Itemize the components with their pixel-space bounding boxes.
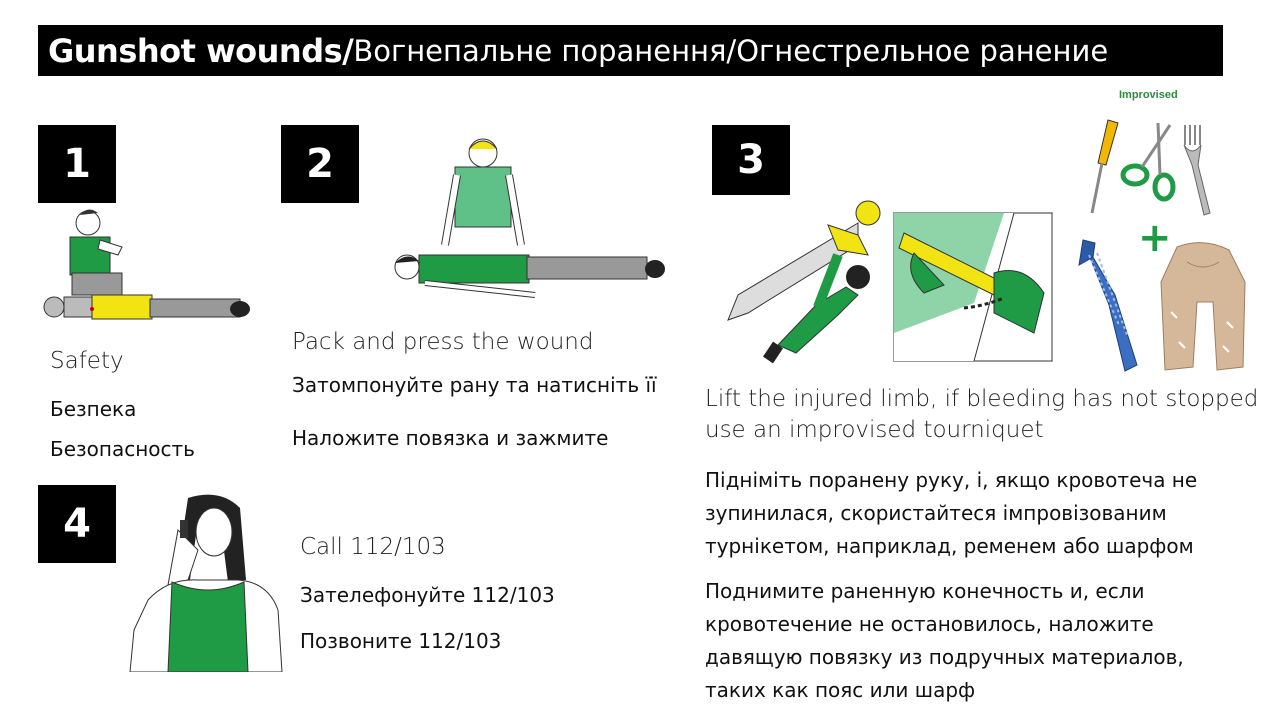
improvised-label: Improvised — [1119, 89, 1178, 101]
step-4-number: 4 — [38, 485, 116, 563]
step-3-lift-limb-illustration — [718, 195, 890, 365]
step-3-tourniquet-closeup — [893, 212, 1053, 362]
step-3-text-ru-line-4: таких как пояс или шарф — [705, 678, 976, 702]
step-3-text-uk-line-3: турнікетом, наприклад, ременем або шарфом — [705, 534, 1194, 558]
step-4-text-ru: Позвоните 112/103 — [300, 629, 502, 653]
step-3-text-en — [705, 384, 1258, 446]
step-2-text-en: Pack and press the wound — [292, 329, 594, 355]
step-3-text-ru — [705, 575, 1184, 707]
step-3-text-ru-line-3: давящую повязку из подручных материалов, — [705, 645, 1184, 669]
title-english: Gunshot wounds/ — [48, 31, 354, 70]
step-2-illustration — [385, 135, 675, 305]
step-3-text-ru-line-2: кровотечение не остановилось, наложите — [705, 612, 1154, 636]
step-1-illustration — [40, 205, 255, 335]
step-1-text-en: Safety — [50, 348, 124, 374]
step-1-text-uk: Безпека — [50, 397, 137, 421]
step-4-text-en: Call 112/103 — [300, 534, 446, 560]
step-3-text-ru-line-1: Поднимите раненную конечность и, если — [705, 579, 1145, 603]
step-3-text-uk-line-2: зупинилася, скористайтеся імпровізованим — [705, 501, 1167, 525]
step-3-text-uk-line-1: Підніміть поранену руку, і, якщо кровотеча не — [705, 468, 1198, 492]
step-2-text-ru: Наложите повязка и зажмите — [292, 426, 609, 450]
step-4-text-uk: Зателефонуйте 112/103 — [300, 583, 555, 607]
improvised-tools-illustration — [1080, 105, 1230, 220]
title-bar — [38, 25, 1223, 76]
step-1-number: 1 — [38, 125, 116, 203]
tie-illustration — [1075, 235, 1145, 375]
scarf-illustration — [1157, 242, 1249, 372]
step-3-number: 3 — [712, 125, 790, 195]
title-translations: Вогнепальне поранення/Огнестрельное ранение — [353, 33, 1109, 68]
step-3-text-uk — [705, 464, 1197, 563]
step-2-number: 2 — [281, 125, 359, 203]
step-4-phone-call-illustration — [128, 490, 283, 672]
step-3-text-en-line-1: Lift the injured limb, if bleeding has not stopped — [705, 386, 1259, 412]
step-2-text-uk: Затомпонуйте рану та натисніть її — [292, 373, 657, 397]
step-3-text-en-line-2: use an improvised tourniquet — [705, 417, 1044, 443]
plus-sign: + — [1138, 215, 1172, 261]
step-1-text-ru: Безопасность — [50, 437, 195, 461]
